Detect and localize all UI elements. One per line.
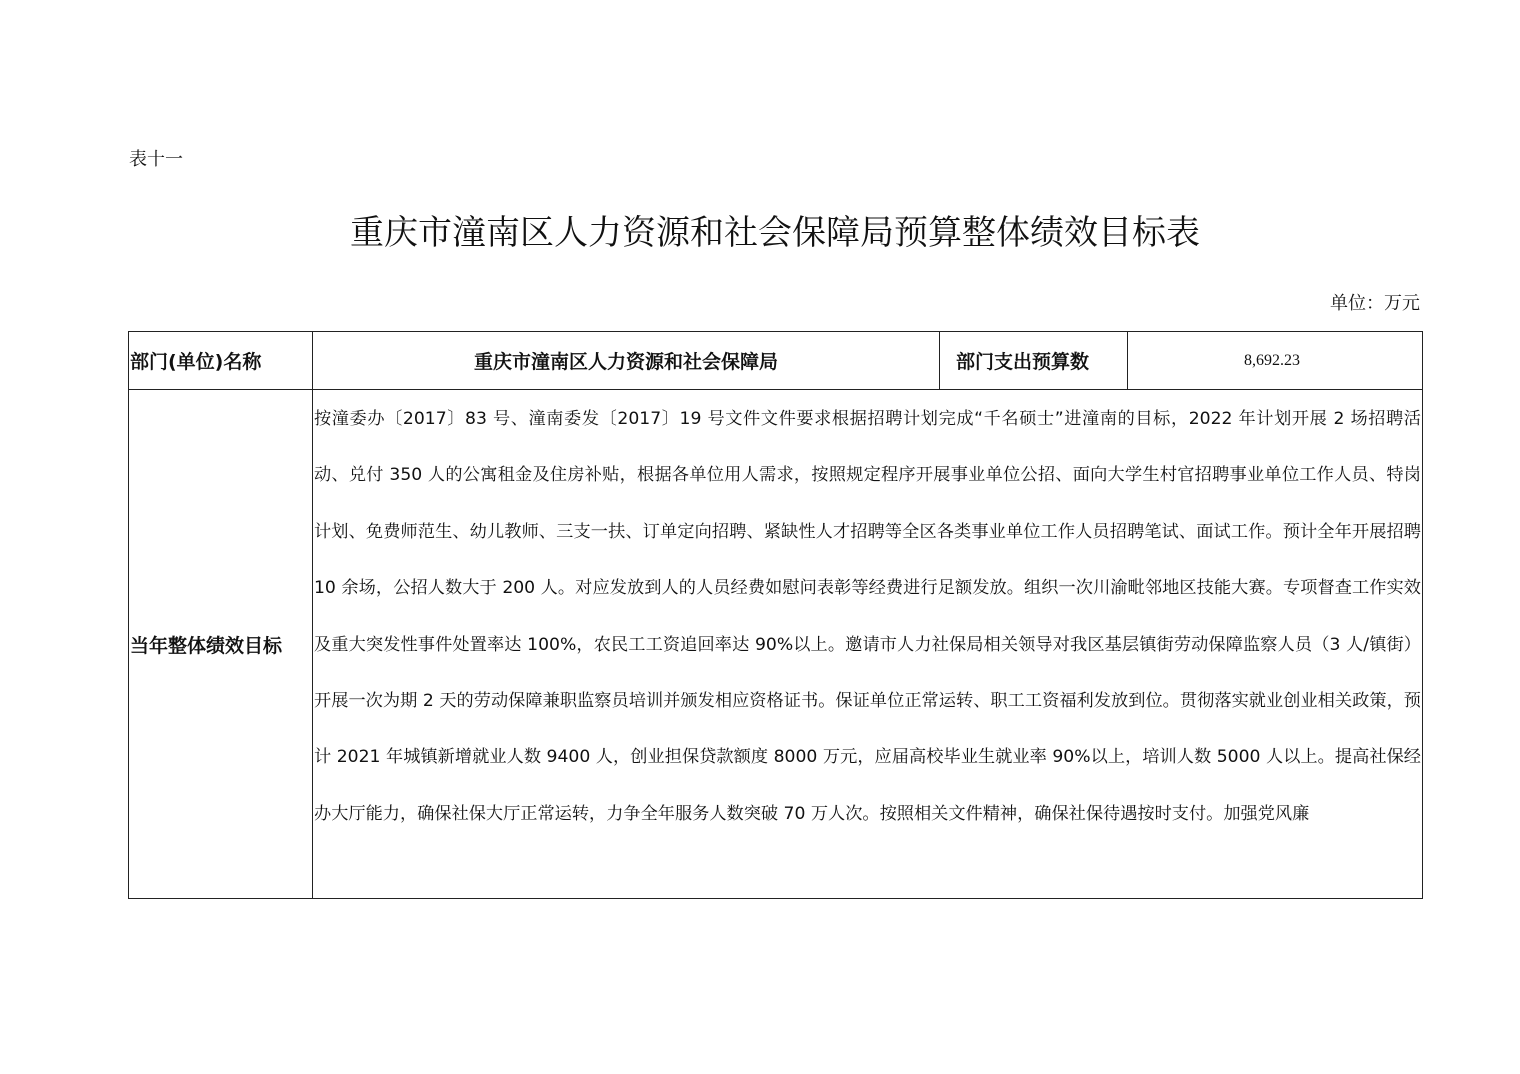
dept-name-value: 重庆市潼南区人力资源和社会保障局 <box>313 332 940 390</box>
unit-label: 单位：万元 <box>1330 293 1420 314</box>
table-row-goals <box>129 390 1423 899</box>
goal-label: 当年整体绩效目标 <box>129 390 313 899</box>
budget-label: 部门支出预算数 <box>940 332 1128 390</box>
dept-name-label: 部门(单位)名称 <box>129 332 313 390</box>
table-number-label: 表十一 <box>129 149 183 170</box>
page-title: 重庆市潼南区人力资源和社会保障局预算整体绩效目标表 <box>350 213 1200 253</box>
table-row-department <box>129 332 1423 390</box>
budget-value: 8,692.23 <box>1128 332 1423 390</box>
goal-text: 按潼委办〔2017〕83 号、潼南委发〔2017〕19 号文件文件要求根据招聘计划完成“千名硕士”进潼南的目标，2022 年计划开展 2 场招聘活动、兑付 350 人的公寓租金及住房补贴，根据各单位用人需求，按照规定程序开展事业单位公招、面向大学生村官招聘事业单位工作人员、特岗计划、免费师范生、幼儿教师、三支一扶、订单定向招聘、紧缺性人才招聘等全区各类事业单位工作人员招聘笔试、面试工作。预计全年开展招聘 10 余场，公招人数大于 200 人。对应发放到人的人员经费如慰问表彰等经费进行足额发放。组织一次川渝毗邻地区技能大赛。专项督查工作实效及重大突发性事件处置率达 100%，农民工工资追回率达 90%以上。邀请市人力社保局相关领导对我区基层镇街劳动保障监察人员（3 人/镇街）开展一次为期 2 天的劳动保障兼职监察员培训并颁发相应资格证书。保证单位正常运转、职工工资福利发放到位。贯彻落实就业创业相关政策，预计 2021 年城镇新增就业人数 9400 人，创业担保贷款额度 8000 万元，应届高校毕业生就业率 90%以上，培训人数 5000 人以上。提高社保经办大厅能力，确保社保大厅正常运转，力争全年服务人数突破 70 万人次。按照相关文件精神，确保社保待遇按时支付。加强党风廉 <box>313 390 1423 899</box>
performance-goal-table <box>128 331 1423 899</box>
